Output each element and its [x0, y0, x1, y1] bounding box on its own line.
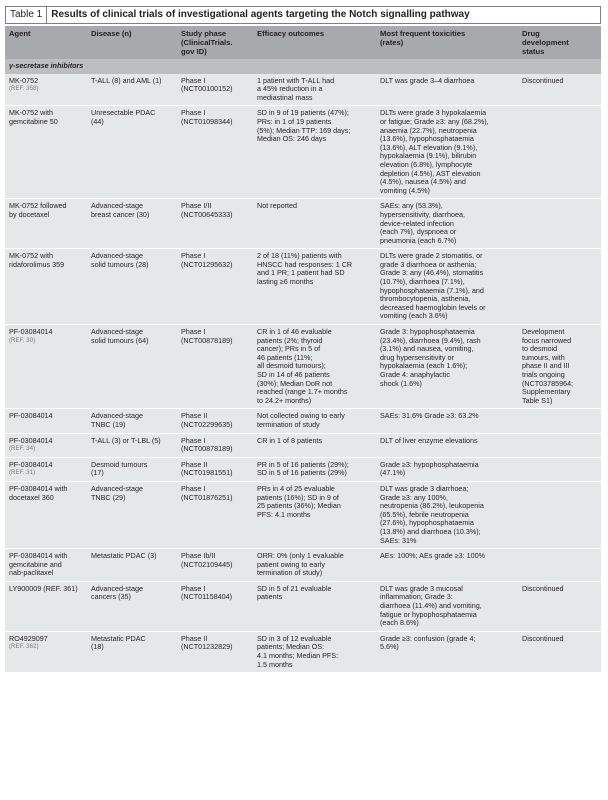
table-row — [5, 581, 601, 631]
cell-status — [518, 581, 601, 631]
cell-toxicities — [376, 199, 518, 249]
cell-line: MK-0752 — [9, 75, 39, 85]
cell-line: Unresectable PDAC — [91, 108, 156, 118]
cell-line: reached (range 1.7+ months — [257, 387, 348, 397]
cell-line: DLTs were grade 3 hypokalaemia — [380, 108, 487, 118]
cell-efficacy — [253, 249, 376, 325]
cell-toxicities — [376, 433, 518, 457]
cell-line: hypokalaemia (each 1.6%); — [380, 361, 468, 371]
cell-line: Discontinued — [522, 633, 564, 643]
cell-line: Phase I — [181, 435, 206, 445]
cell-toxicities — [376, 249, 518, 325]
cell-line: (NCT01876251) — [181, 492, 233, 502]
cell-status — [518, 199, 601, 249]
cell-line: termination of study — [257, 419, 320, 429]
cell-agent — [5, 199, 87, 249]
cell-line: 4.1 months; Median PFS: — [257, 651, 339, 661]
cell-line: DLT was grade 3 mucosal — [380, 583, 463, 593]
cell-line: nab-paclitaxel — [9, 568, 54, 578]
table-row — [5, 549, 601, 582]
cell-line: (NCT03785964; — [522, 378, 574, 388]
cell-efficacy — [253, 325, 376, 409]
cell-line: Metastatic PDAC — [91, 633, 146, 643]
cell-line: Phase II — [181, 411, 208, 421]
cell-line: Advanced-stage — [91, 201, 143, 211]
cell-line: (NCT00100152) — [181, 84, 233, 94]
cell-line: PR in 5 of 16 patients (29%); — [257, 459, 349, 469]
table-label: Table 1 — [6, 7, 47, 23]
cell-line: (REF. 358) — [9, 85, 39, 93]
cell-line: Phase I — [181, 483, 206, 493]
cell-phase — [177, 409, 253, 433]
cell-efficacy — [253, 199, 376, 249]
cell-line: SD in 5 of 21 evaluable — [257, 583, 332, 593]
cell-line: (NCT01098344) — [181, 116, 233, 126]
cell-line: PF-03084014 — [9, 459, 53, 469]
cell-line: trials ongoing — [522, 370, 565, 379]
cell-line: cancer); PRs in 5 of — [257, 344, 321, 354]
cell-line: (each 8.6%) — [380, 618, 419, 628]
cell-line: (5%); Median TTP: 169 days; — [257, 125, 351, 135]
cell-toxicities — [376, 325, 518, 409]
table-row — [5, 249, 601, 325]
cell-phase — [177, 325, 253, 409]
cell-phase — [177, 106, 253, 199]
cell-phase — [177, 549, 253, 582]
cell-line: hypokalaemia (9.1%), bilirubin — [380, 151, 477, 161]
cell-efficacy — [253, 549, 376, 582]
cell-line: SAEs: 31.6% Grade ≥3: 63.2% — [380, 411, 479, 421]
header-efficacy — [253, 26, 376, 59]
cell-line: (3.1%) and nausea, vomiting, — [380, 344, 474, 354]
header-row — [5, 26, 601, 59]
cell-line: shock (1.6%) — [380, 378, 422, 388]
cell-line: (rates) — [380, 38, 404, 47]
cell-status — [518, 549, 601, 582]
cell-agent — [5, 549, 87, 582]
cell-line: SD in 14 of 46 patients — [257, 370, 330, 379]
cell-status — [518, 481, 601, 548]
cell-toxicities — [376, 481, 518, 548]
cell-line: Advanced-stage — [91, 583, 143, 593]
cell-status — [518, 106, 601, 199]
cell-line: CR in 1 of 46 evaluable — [257, 327, 332, 337]
cell-agent — [5, 325, 87, 409]
cell-line: (30%); Median DoR not — [257, 378, 333, 388]
cell-status — [518, 325, 601, 409]
cell-line: or fatigue; Grade ≥3: any (68.2%), — [380, 116, 489, 126]
cell-toxicities — [376, 409, 518, 433]
cell-disease — [87, 631, 177, 672]
cell-status — [518, 74, 601, 106]
cell-toxicities — [376, 581, 518, 631]
cell-phase — [177, 631, 253, 672]
cell-disease — [87, 481, 177, 548]
cell-line: (NCT00878189) — [181, 335, 233, 345]
cell-line: patients (16%); SD in 9 of — [257, 492, 339, 502]
cell-disease — [87, 325, 177, 409]
cell-line: Drug — [522, 29, 540, 38]
cell-line: device-related infection — [380, 218, 454, 228]
cell-line: by docetaxel — [9, 209, 50, 219]
cell-line: docetaxel 360 — [9, 492, 54, 502]
cell-line: all desmoid tumours); — [257, 361, 326, 371]
cell-line: Phase I/II — [181, 201, 212, 211]
cell-line: grade 3 diarrhoea or asthenia; — [380, 259, 477, 269]
cell-line: (13.6%), hypophosphataemia — [380, 134, 474, 144]
header-status — [518, 26, 601, 59]
cell-phase — [177, 433, 253, 457]
cell-line: development — [522, 38, 569, 47]
cell-line: (10.7%), diarrhoea (7.1%), — [380, 277, 465, 287]
cell-line: phase II and III — [522, 361, 570, 371]
cell-line: inflammation; Grade 3: — [380, 592, 453, 602]
table-row — [5, 325, 601, 409]
cell-line: to 24.2+ months) — [257, 395, 312, 405]
cell-phase — [177, 74, 253, 106]
cell-line: (REF. 31) — [9, 469, 36, 477]
cell-agent — [5, 581, 87, 631]
cell-line: PRs: in 1 of 19 patients — [257, 116, 332, 126]
cell-status — [518, 249, 601, 325]
cell-line: Disease (n) — [91, 29, 132, 38]
cell-line: gemcitabine 50 — [9, 116, 58, 126]
cell-line: MK-0752 with — [9, 251, 53, 261]
cell-line: Advanced-stage — [91, 411, 143, 421]
cell-line: DLTs were grade 2 stomatitis, or — [380, 251, 483, 261]
cell-phase — [177, 457, 253, 481]
cell-line: PF-03084014 — [9, 411, 53, 421]
cell-line: SD in 5 of 16 patients (29%) — [257, 468, 347, 478]
cell-phase — [177, 199, 253, 249]
table-row — [5, 199, 601, 249]
cell-line: Agent — [9, 29, 31, 38]
section-row — [5, 59, 601, 74]
cell-line: (NCT01158404) — [181, 592, 233, 602]
cell-line: drug hypersensitivity or — [380, 352, 454, 362]
cell-line: (NCT01232829) — [181, 642, 233, 652]
cell-line: hypersensitivity, diarrhoea, — [380, 209, 465, 219]
cell-line: AEs: 100%; AEs grade ≥3: 100% — [380, 551, 486, 561]
cell-efficacy — [253, 631, 376, 672]
cell-phase — [177, 481, 253, 548]
cell-line: Discontinued — [522, 75, 564, 85]
cell-line: SAEs: 31% — [380, 535, 417, 545]
cell-line: (47.1%) — [380, 468, 406, 478]
cell-line: Phase I — [181, 327, 206, 337]
cell-line: 1.5 months — [257, 659, 293, 669]
cell-line: T-ALL (3) or T-LBL (5) — [91, 435, 161, 445]
cell-line: vomiting (4.5%) — [380, 185, 430, 195]
cell-line: PFS: 4.1 months — [257, 509, 311, 519]
cell-agent — [5, 249, 87, 325]
cell-line: gov ID) — [181, 47, 207, 56]
cell-line: patient owing to early — [257, 559, 325, 569]
cell-line: Metastatic PDAC (3) — [91, 551, 157, 561]
cell-line: Phase Ib/II — [181, 551, 216, 561]
cell-line: Grade ≥3: any 100%, — [380, 492, 448, 502]
cell-disease — [87, 433, 177, 457]
cell-efficacy — [253, 433, 376, 457]
cell-disease — [87, 249, 177, 325]
cell-line: patients (2%; thyroid — [257, 335, 323, 345]
cell-line: Phase II — [181, 459, 208, 469]
table-row — [5, 457, 601, 481]
cell-line: Phase I — [181, 108, 206, 118]
cell-line: PRs in 4 of 25 evaluable — [257, 483, 335, 493]
cell-line: Grade ≥3: hypophosphataemia — [380, 459, 479, 469]
cell-line: (NCT02299635) — [181, 419, 233, 429]
cell-disease — [87, 74, 177, 106]
cell-line: (NCT00645333) — [181, 209, 233, 219]
table-row — [5, 106, 601, 199]
cell-line: pneumonia (each 6.7%) — [380, 235, 457, 245]
cell-efficacy — [253, 74, 376, 106]
cell-line: (REF. 362) — [9, 643, 39, 651]
cell-line: (17) — [91, 468, 104, 478]
cell-line: Phase I — [181, 75, 206, 85]
cell-agent — [5, 409, 87, 433]
cell-line: LY900009 (REF. 361) — [9, 583, 78, 593]
cell-line: MK-0752 with — [9, 108, 53, 118]
cell-line: Median OS: 246 days — [257, 134, 327, 144]
cell-disease — [87, 549, 177, 582]
cell-line: Discontinued — [522, 583, 564, 593]
cell-line: Most frequent toxicities — [380, 29, 466, 38]
table-row — [5, 631, 601, 672]
cell-toxicities — [376, 106, 518, 199]
cell-line: Advanced-stage — [91, 251, 143, 261]
cell-line: MK-0752 followed — [9, 201, 67, 211]
cell-line: Not collected owing to early — [257, 411, 345, 421]
cell-disease — [87, 199, 177, 249]
cell-line: thrombocytopenia, asthenia, — [380, 294, 471, 304]
cell-line: SAEs: any (53.3%), — [380, 201, 443, 211]
cell-line: depletion (4.5%), AST elevation — [380, 168, 481, 178]
cell-toxicities — [376, 74, 518, 106]
cell-line: 25 patients (36%); Median — [257, 501, 341, 511]
cell-line: neutropenia (86.2%), leukopenia — [380, 501, 484, 511]
cell-toxicities — [376, 631, 518, 672]
cell-line: anaemia (22.7%), neutropenia — [380, 125, 477, 135]
cell-line: SD in 3 of 12 evaluable — [257, 633, 332, 643]
cell-line: 1 patient with T-ALL had — [257, 75, 335, 85]
cell-line: Study phase — [181, 29, 227, 38]
cell-line: (NCT01981551) — [181, 468, 233, 478]
table-row — [5, 409, 601, 433]
cell-line: T-ALL (8) and AML (1) — [91, 75, 162, 85]
cell-line: RO4929097 — [9, 633, 48, 643]
cell-line: tumours, with — [522, 352, 565, 362]
cell-line: a 45% reduction in a — [257, 84, 323, 94]
cell-line: breast cancer (30) — [91, 209, 150, 219]
header-toxicities — [376, 26, 518, 59]
cell-line: ridaforolimus 359 — [9, 259, 65, 269]
cell-agent — [5, 457, 87, 481]
cell-line: (13.6%), ALT elevation (9.1%), — [380, 142, 478, 152]
table-title: Results of clinical trials of investigational agents targeting the Notch signalling pathway — [51, 9, 470, 20]
cell-line: focus narrowed — [522, 335, 572, 345]
cell-agent — [5, 433, 87, 457]
cell-line: Advanced-stage — [91, 327, 143, 337]
cell-line: decreased haemoglobin levels or — [380, 302, 486, 312]
cell-efficacy — [253, 581, 376, 631]
header-agent — [5, 26, 87, 59]
cell-line: Advanced-stage — [91, 483, 143, 493]
cell-line: lasting ≥6 months — [257, 277, 314, 287]
cell-line: (44) — [91, 116, 104, 126]
cell-toxicities — [376, 549, 518, 582]
cell-line: Grade 3: any (46.4%), stomatitis — [380, 268, 484, 278]
cell-line: solid tumours (64) — [91, 335, 149, 345]
cell-line: (65.5%), febrile neutropenia — [380, 509, 469, 519]
cell-line: vomiting (each 3.6%) — [380, 311, 448, 321]
cell-line: Table S1) — [522, 395, 553, 405]
cell-line: TNBC (29) — [91, 492, 126, 502]
cell-line: (REF. 30) — [9, 336, 36, 344]
cell-line: patients; Median OS: — [257, 642, 325, 652]
cell-phase — [177, 581, 253, 631]
cell-line: mediastinal mass — [257, 92, 313, 102]
cell-line: Grade ≥3: confusion (grade 4; — [380, 633, 476, 643]
cell-efficacy — [253, 457, 376, 481]
cell-line: PF-03084014 — [9, 327, 53, 337]
cell-line: DLT was grade 3–4 diarrhoea — [380, 75, 475, 85]
header-phase — [177, 26, 253, 59]
cell-line: 46 patients (11%; — [257, 352, 313, 362]
cell-line: Phase II — [181, 633, 208, 643]
cell-line: Phase I — [181, 251, 206, 261]
cell-agent — [5, 481, 87, 548]
cell-line: solid tumours (28) — [91, 259, 149, 269]
cell-line: gemcitabine and — [9, 559, 62, 569]
cell-agent — [5, 74, 87, 106]
cell-disease — [87, 581, 177, 631]
cell-line: patients — [257, 592, 283, 602]
cell-line: (4.5%), nausea (4.5%) and — [380, 177, 466, 187]
cell-line: 2 of 18 (11%) patients with — [257, 251, 342, 261]
cell-toxicities — [376, 457, 518, 481]
cell-status — [518, 409, 601, 433]
cell-status — [518, 433, 601, 457]
cell-line: 5.6%) — [380, 642, 399, 652]
cell-line: (each 7%), dyspnoea or — [380, 227, 457, 237]
cell-line: Efficacy outcomes — [257, 29, 325, 38]
cell-line: cancers (35) — [91, 592, 131, 602]
cell-line: Development — [522, 327, 565, 337]
cell-line: DLT of liver enzyme elevations — [380, 435, 478, 445]
cell-line: (NCT02109445) — [181, 559, 233, 569]
cell-line: TNBC (19) — [91, 419, 126, 429]
cell-line: Supplementary — [522, 387, 571, 397]
cell-disease — [87, 106, 177, 199]
cell-line: (27.6%), hypophosphataemia — [380, 518, 474, 528]
table-row — [5, 433, 601, 457]
cell-line: DLT was grade 3 diarrhoea; — [380, 483, 469, 493]
cell-line: PF-03084014 with — [9, 483, 68, 493]
cell-line: and 1 PR; 1 patient had SD — [257, 268, 345, 278]
cell-line: (NCT00878189) — [181, 444, 233, 454]
cell-efficacy — [253, 481, 376, 548]
cell-line: Not reported — [257, 201, 297, 211]
cell-line: PF-03084014 with — [9, 551, 68, 561]
cell-line: PF-03084014 — [9, 435, 53, 445]
cell-line: (REF. 34) — [9, 445, 36, 453]
cell-line: (23.4%), diarrhoea (9.4%), rash — [380, 335, 481, 345]
cell-line: HNSCC had responses: 1 CR — [257, 259, 353, 269]
cell-line: Desmoid tumours — [91, 459, 148, 469]
cell-disease — [87, 457, 177, 481]
cell-line: Phase I — [181, 583, 206, 593]
cell-line: to desmoid — [522, 344, 558, 354]
cell-line: hypophosphataemia (7.1%), and — [380, 285, 484, 295]
cell-line: (ClinicalTrials. — [181, 38, 233, 47]
section-title: γ-secretase inhibitors — [5, 59, 601, 74]
cell-status — [518, 631, 601, 672]
cell-line: CR in 1 of 8 patients — [257, 435, 323, 445]
cell-line: fatigue or hypophosphataemia — [380, 609, 477, 619]
cell-line: elevation (6.8%), lymphocyte — [380, 159, 473, 169]
cell-status — [518, 457, 601, 481]
cell-line: (13.8%) and diarrhoea (10.3%); — [380, 526, 481, 536]
cell-line: (18) — [91, 642, 104, 652]
cell-line: Grade 4: anaphylactic — [380, 370, 450, 379]
cell-line: diarrhoea (11.4%) and vomiting, — [380, 601, 482, 611]
cell-agent — [5, 106, 87, 199]
header-disease — [87, 26, 177, 59]
cell-efficacy — [253, 106, 376, 199]
cell-line: termination of study) — [257, 568, 323, 578]
cell-disease — [87, 409, 177, 433]
cell-line: ORR: 0% (only 1 evaluable — [257, 551, 344, 561]
cell-phase — [177, 249, 253, 325]
cell-efficacy — [253, 409, 376, 433]
cell-line: (NCT01295632) — [181, 259, 233, 269]
cell-agent — [5, 631, 87, 672]
cell-line: status — [522, 47, 545, 56]
table-caption — [5, 6, 601, 24]
table-row — [5, 481, 601, 548]
table-row — [5, 74, 601, 106]
cell-line: Grade 3: hypophosphataemia — [380, 327, 475, 337]
cell-line: SD in 9 of 19 patients (47%); — [257, 108, 349, 118]
clinical-trials-table — [5, 26, 601, 673]
